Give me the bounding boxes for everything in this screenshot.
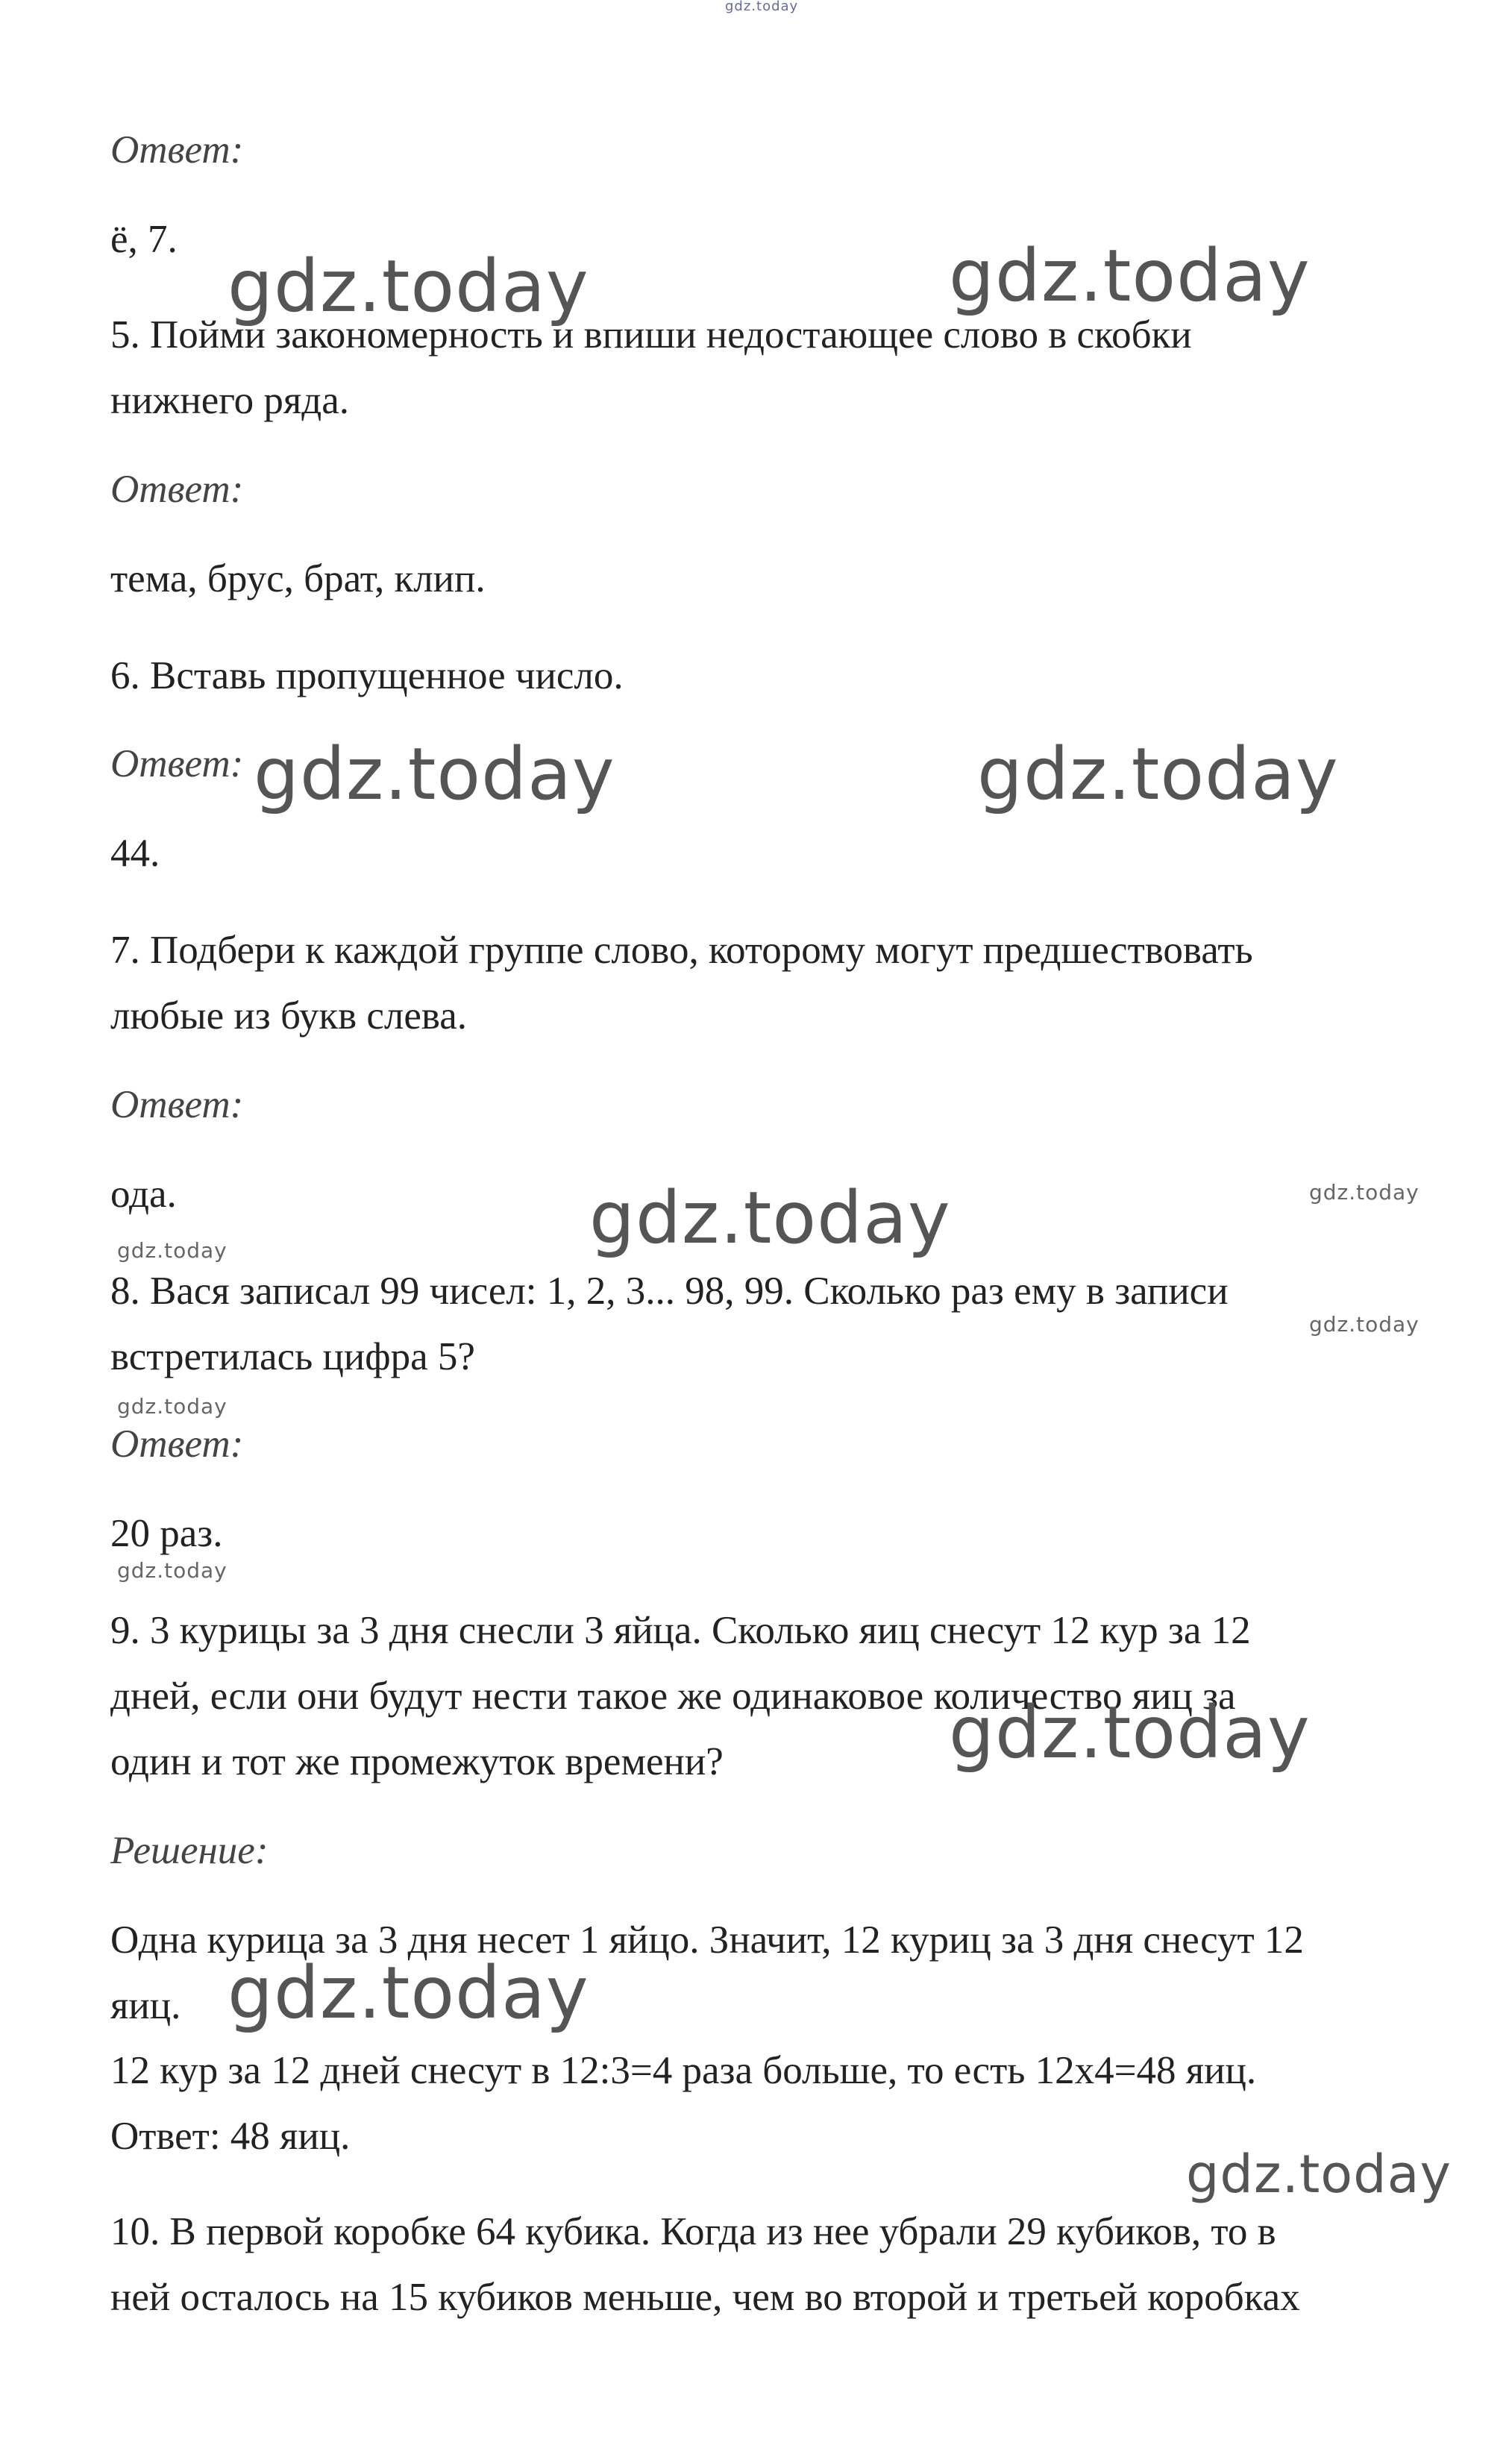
task-5-line-2: нижнего ряда. [110,379,350,422]
task-8-line-1: 8. Вася записал 99 чисел: 1, 2, 3... 98, 99. Сколько раз ему в записи [110,1269,1229,1313]
task-10-line-1: 10. В первой коробке 64 кубика. Когда из нее убрали 29 кубиков, то в [110,2210,1276,2253]
watermark: gdz.today [949,1691,1311,1774]
task-9-line-1: 9. 3 курицы за 3 дня снесли 3 яйца. Сколько яиц снесут 12 кур за 12 [110,1609,1251,1652]
watermark-top: gdz.today [725,0,799,14]
solution-label: Решение: [110,1829,269,1872]
watermark: gdz.today [254,732,615,816]
answer-text: ё, 7. [110,218,178,261]
task-6-line-1: 6. Вставь пропущенное число. [110,654,624,697]
answer-label: Ответ: [110,128,244,172]
task-9-line-2: дней, если они будут нести такое же одинаковое количество яиц за [110,1675,1236,1718]
watermark: gdz.today [977,732,1339,816]
watermark: gdz.today [228,245,589,328]
task-7-line-2: любые из букв слева. [110,994,468,1038]
watermark: gdz.today [1309,1180,1420,1205]
task-9-line-3: один и тот же промежуток времени? [110,1740,724,1783]
task-10-line-2: ней осталось на 15 кубиков меньше, чем во второй и третьей коробках [110,2276,1300,2319]
task-5-line-1: 5. Пойми закономерность и впиши недостающее слово в скобки [110,313,1192,357]
solution-line-1: Одна курица за 3 дня несет 1 яйцо. Значит, 12 куриц за 3 дня снесут 12 [110,1918,1304,1962]
watermark: gdz.today [117,1394,228,1419]
answer-text: ода. [110,1173,177,1216]
answer-text: тема, брус, брат, клип. [110,557,486,600]
watermark: gdz.today [589,1176,951,1260]
watermark: gdz.today [117,1558,228,1583]
watermark: gdz.today [228,1951,589,2035]
solution-line-3: 12 кур за 12 дней снесут в 12:3=4 раза больше, то есть 12х4=48 яиц. [110,2049,1257,2092]
watermark: gdz.today [117,1238,228,1263]
solution-line-2: яиц. [110,1984,181,2027]
answer-text: 44. [110,832,160,875]
answer-label: Ответ: [110,1422,244,1466]
answer-label: Ответ: [110,468,244,511]
watermark: gdz.today [949,234,1311,318]
answer-label: Ответ: [110,742,244,785]
task-7-line-1: 7. Подбери к каждой группе слово, которому могут предшествовать [110,929,1253,972]
task-8-line-2: встретилась цифра 5? [110,1335,475,1378]
answer-text: 20 раз. [110,1512,223,1555]
answer-label: Ответ: [110,1083,244,1126]
watermark: gdz.today [1186,2144,1452,2205]
solution-answer: Ответ: 48 яиц. [110,2115,351,2158]
watermark: gdz.today [1309,1312,1420,1337]
